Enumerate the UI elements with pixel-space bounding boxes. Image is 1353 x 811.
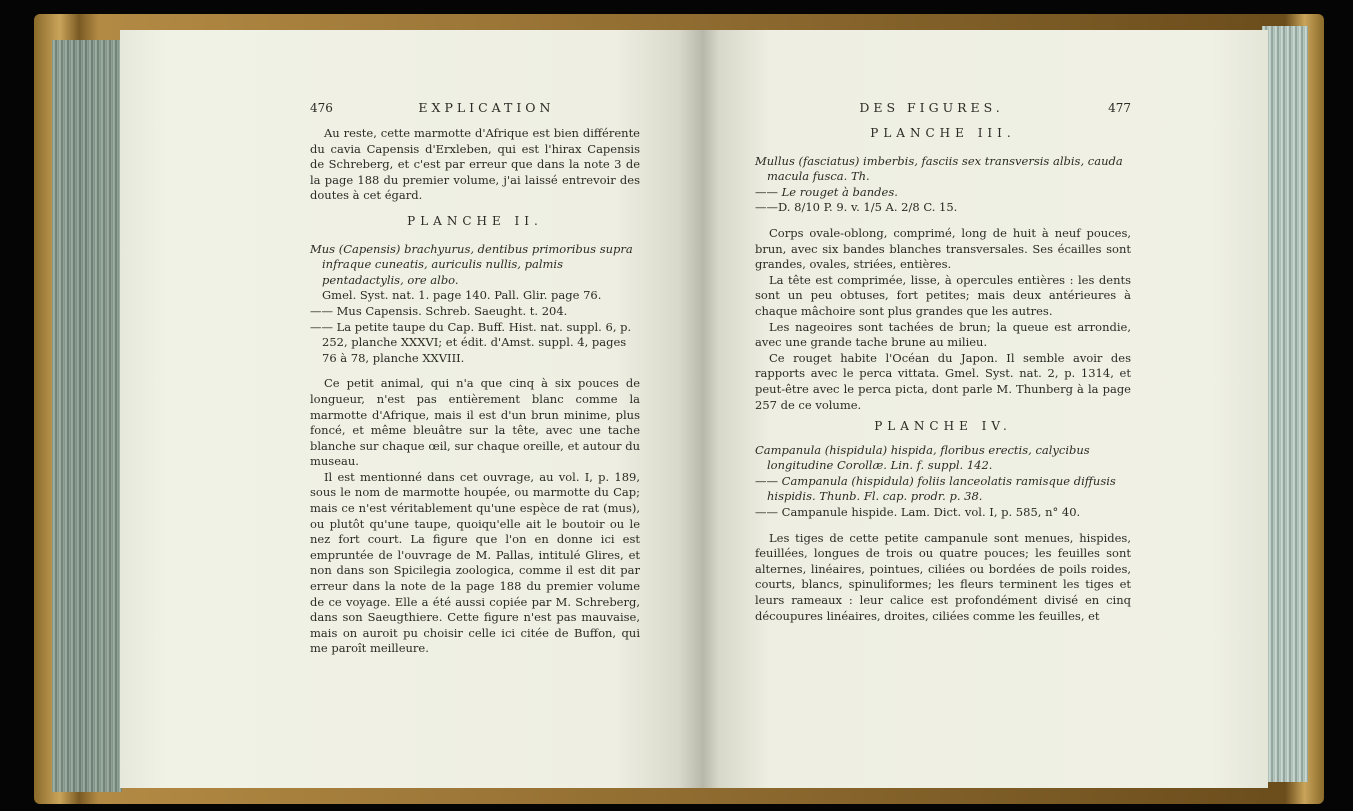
synonym-buff: —— La petite taupe du Cap. Buff. Hist. nat. suppl. 6, p. 252, planche XXXVI; et édit. d'Amst. suppl. 4, pages 76 à 78, planche XXVIII.	[310, 319, 632, 365]
right-page-content	[755, 100, 1131, 624]
plate-3-paragraph-1: Corps ovale-oblong, comprimé, long de huit à neuf pouces, brun, avec six bandes blanches transversales. Ses écailles sont grandes, ovales, striées, entières.	[755, 225, 1131, 272]
left-intro-paragraph: Au reste, cette marmotte d'Afrique est bien différente du cavia Capensis d'Erxleben, qui est l'hirax Capensis de Schreberg, et c'est par erreur que dans la note 3 de la page 188 du premier volume, j'ai laissé entrevoir des doutes à cet égard.	[310, 126, 640, 203]
synonym-schreb: —— Mus Capensis. Schreb. Saeught. t. 204.	[310, 303, 568, 318]
plate-3-paragraph-3: Les nageoires sont tachées de brun; la queue est arrondie, avec une grande tache brune au milieu.	[755, 319, 1131, 350]
page-edges-right	[1262, 26, 1308, 782]
left-description-paragraph: Ce petit animal, qui n'a que cinq à six pouces de longueur, n'est pas entièrement blanc comme la marmotte d'Afrique, mais il est d'un brun minime, plus foncé, et même bleuâtre sur la tête, avec une tache blanche sur chaque œil, sur chaque oreille, et autour du museau.	[310, 376, 640, 469]
left-page-content	[310, 100, 640, 657]
synonym-campanula-thunb: —— Campanula (hispidula) foliis lanceolatis ramisque diffusis hispidis. Thunb. Fl. cap. prodr. p. 38.	[755, 473, 1116, 504]
plate-3-title: PLANCHE III.	[870, 126, 1016, 140]
left-history-paragraph: Il est mentionné dans cet ouvrage, au vol. I, p. 189, sous le nom de marmotte houpée, ou marmotte du Cap; mais ce n'est véritablement qu'une espèce de rat (mus), ou plutôt qu'une taupe, quoiqu'elle ait le boutoir ou le nez fort court. La figure que l'on en donne ici est empruntée de l'ouvrage de M. Pallas, intitulé Glires, et non dans son Spicilegia zoologica, comme il est dit par erreur dans la note de la page 188 du premier volume de ce voyage. Elle a été aussi copiée par M. Schreberg, dans son Saeugthiere. Cette figure n'est pas mauvaise, mais on auroit pu choisir celle ici citée de Buffon, qui me paroît meilleure.	[310, 469, 640, 656]
right-page	[702, 30, 1268, 788]
right-running-head	[755, 100, 1131, 120]
left-page-number: 476	[310, 101, 333, 115]
plate-2-title: PLANCHE II.	[407, 213, 543, 228]
plate-3-paragraph-4: Ce rouget habite l'Océan du Japon. Il semble avoir des rapports avec le perca vittata. Gmel. Syst. nat. 2, p. 1314, et peut-être avec le perca picta, dont parle M. Thunberg à la page 257 de ce volume.	[755, 350, 1131, 412]
synonym-mus-capensis: Mus (Capensis) brachyurus, dentibus primoribus supra infraque cuneatis, auriculis nullis, palmis pentadactylis, ore albo.	[310, 241, 633, 287]
plate-3-paragraph-2: La tête est comprimée, lisse, à opercules entières : les dents sont un peu obtuses, fort petites; mais deux antérieures à chaque mâchoire sont plus grandes que les autres.	[755, 272, 1131, 318]
left-page	[120, 30, 702, 788]
synonym-campanula: Campanula (hispidula) hispida, floribus erectis, calycibus longitudine Corollæ. Lin. f. suppl. 142.	[755, 442, 1090, 473]
synonym-mullus: Mullus (fasciatus) imberbis, fasciis sex transversis albis, cauda macula fusca. Th.	[755, 153, 1123, 184]
plate-4-paragraph: Les tiges de cette petite campanule sont menues, hispides, feuillées, longues de trois ou quatre pouces; les feuilles sont alternes, linéaires, pointues, ciliées ou bordées de poils roides, courts, blancs, spinuliformes; les fleurs terminent les tiges et leurs rameaux : leur calice est profondément divisé en cinq découpures linéaires, droites, ciliées comme les feuilles, et	[755, 530, 1131, 623]
page-edges-left	[52, 40, 122, 792]
plate-4-title: PLANCHE IV.	[874, 419, 1012, 434]
left-running-head	[310, 100, 640, 120]
left-head-title: EXPLICATION	[418, 100, 555, 115]
right-head-title: DES FIGURES.	[859, 100, 1004, 115]
right-page-number: 477	[1108, 101, 1131, 115]
synonym-gmel: Gmel. Syst. nat. 1. page 140. Pall. Glir. page 76.	[322, 288, 602, 303]
synonym-rouget: —— Le rouget à bandes.	[755, 184, 898, 199]
synonym-campanule-lam: —— Campanule hispide. Lam. Dict. vol. I, p. 585, n° 40.	[755, 505, 1081, 520]
fin-formula: ——D. 8/10 P. 9. v. 1/5 A. 2/8 C. 15.	[755, 200, 958, 215]
